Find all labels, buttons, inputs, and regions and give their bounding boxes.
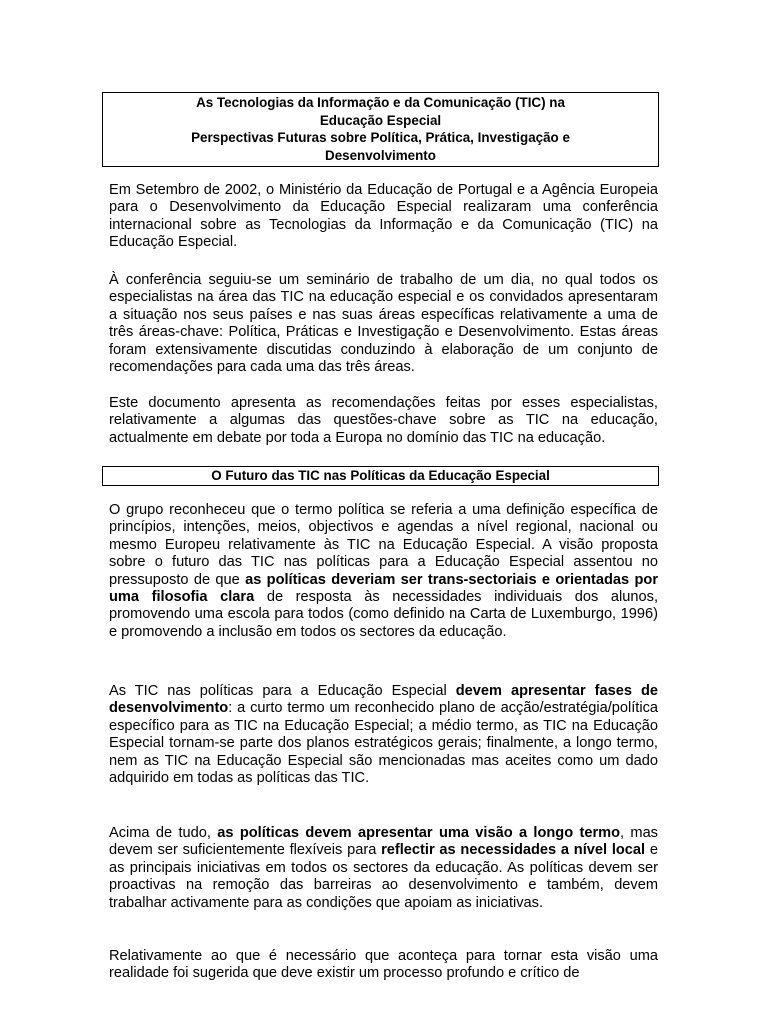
emphasis-run: reflectir as necessidades a nível local [381,842,646,859]
subtitle-line-1: Perspectivas Futuras sobre Política, Prática, Investigação e [191,130,570,145]
text-run: Acima de tudo, [109,825,218,841]
text-run: : a curto termo um reconhecido plano de acção/estratégia/política específico para as TIC na Educação Especial; a médio termo, as TIC na Educação Especial tornam-se parte dos planos estratégicos gerais; finalmente, a longo termo, nem as TIC na Educação Especial são mencionadas mas aceites como um dado adquirido em todas as políticas das TIC. [109,700,658,787]
section-heading-box [102,466,659,486]
policy-paragraph-4: Relativamente ao que é necessário que aconteça para tornar esta visão uma realidade foi sugerida que deve existir um processo profundo e crítico de [109,948,658,982]
intro-paragraph-2: À conferência seguiu-se um seminário de trabalho de um dia, no qual todos os especialistas na área das TIC na educação especial e os convidados apresentaram a situação nos seus países e nas suas áreas específicas relativamente a uma de três áreas-chave: Política, Práticas e Investigação e Desenvolvimento. Estas áreas foram extensivamente discutidas conduzindo à elaboração de um conjunto de recomendações para cada uma das três áreas. [109,272,658,376]
text-run: de resposta às necessidades individuais dos alunos, promovendo uma escola para todos (como definido na Carta de Luxemburgo, 1996) e promovendo a inclusão em todos os sectores da educação. [109,589,658,640]
intro-paragraph-3: Este documento apresenta as recomendações feitas por esses especialistas, relativamente a algumas das questões-chave sobre as TIC na educação, actualmente em debate por toda a Europa no domínio das TIC na educação. [109,395,658,446]
emphasis-run: devem apresentar fases de desenvolvimento [109,683,658,717]
text-run: , mas devem ser suficientemente flexíveis para [109,825,658,859]
policy-paragraph-3 [109,825,658,912]
policy-paragraph-1 [109,502,658,641]
title-line-2: Educação Especial [319,112,442,128]
emphasis-run: as políticas devem apresentar uma visão a longo termo [217,825,621,841]
policy-paragraph-2 [109,683,658,787]
intro-paragraph-1: Em Setembro de 2002, o Ministério da Educação de Portugal e a Agência Europeia para o Desenvolvimento da Educação Especial realizaram uma conferência internacional sobre as Tecnologias da Informação e da Comunicação (TIC) na Educação Especial. [109,182,658,251]
text-run: As TIC nas políticas para a Educação Especial [109,683,456,699]
title-box [102,92,659,167]
section-heading: O Futuro das TIC nas Políticas da Educação Especial [211,468,550,483]
text-run: O grupo reconheceu que o termo política se referia a uma definição específica de princípios, intenções, meios, objectivos e agendas a nível regional, nacional ou mesmo Europeu relativamente às TIC na Educação Especial. A visão proposta sobre o futuro das TIC nas políticas para a Educação Especial assentou no pressuposto de que [109,502,658,588]
subtitle-line-2: Desenvolvimento [325,147,436,163]
emphasis-run: as políticas deveriam ser trans-sectoriais e orientadas por uma filosofia clara [109,571,658,606]
text-run: e as principais iniciativas em todos os sectores da educação. As políticas devem ser proactivas na remoção das barreiras ao desenvolvimento e também, devem trabalhar activamente para as condições que apoiam as iniciativas. [109,842,659,911]
title-line-1: As Tecnologias da Informação e da Comunicação (TIC) na [196,95,565,110]
